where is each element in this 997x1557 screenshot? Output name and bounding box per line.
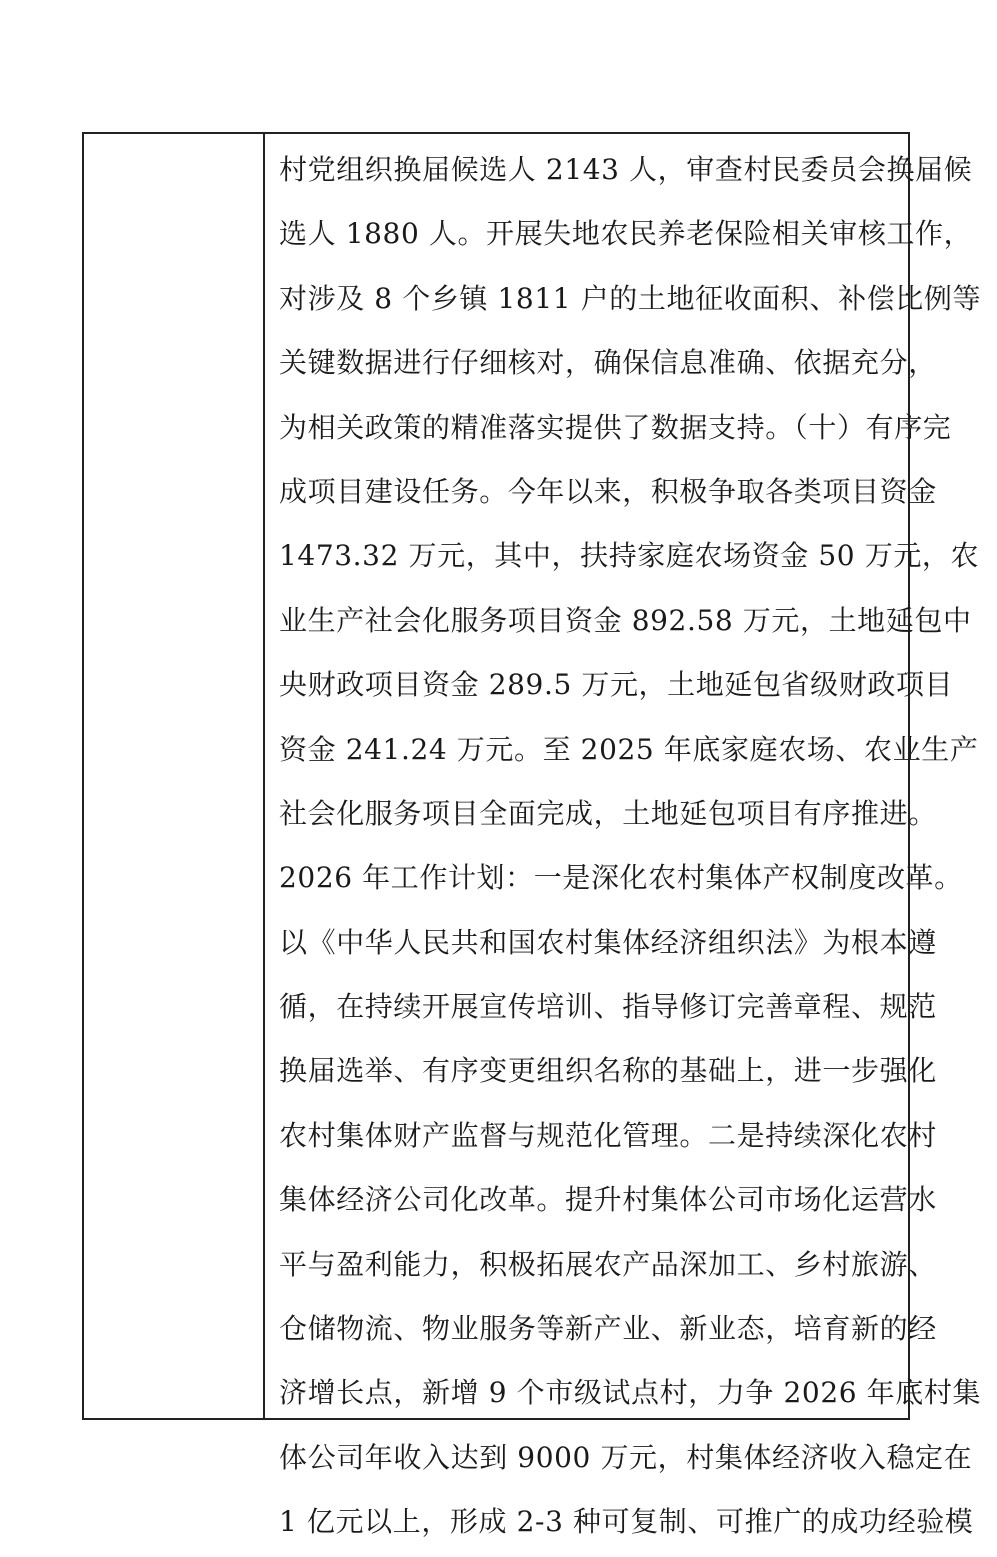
text-line: 换届选举、有序变更组织名称的基础上，进一步强化: [279, 1054, 937, 1088]
text-line: 体公司年收入达到 9000 万元，村集体经济收入稳定在: [279, 1440, 973, 1474]
text-line: 关键数据进行仔细核对，确保信息准确、依据充分，: [279, 346, 937, 380]
text-line: 以《中华人民共和国农村集体经济组织法》为根本遵: [279, 925, 937, 959]
text-line: 1473.32 万元，其中，扶持家庭农场资金 50 万元，农: [279, 539, 980, 573]
text-line: 资金 241.24 万元。至 2025 年底家庭农场、农业生产: [279, 732, 979, 766]
text-line: 平与盈利能力，积极拓展农产品深加工、乡村旅游、: [279, 1247, 937, 1281]
text-line: 农村集体财产监督与规范化管理。二是持续深化农村: [279, 1118, 937, 1152]
text-line: 1 亿元以上，形成 2-3 种可复制、可推广的成功经验模: [279, 1505, 974, 1539]
left-cell: [84, 134, 265, 1418]
text-line: 2026 年工作计划：一是深化农村集体产权制度改革。: [279, 861, 963, 895]
text-line: 循，在持续开展宣传培训、指导修订完善章程、规范: [279, 990, 937, 1024]
text-line: 集体经济公司化改革。提升村集体公司市场化运营水: [279, 1183, 937, 1217]
text-line: 社会化服务项目全面完成，土地延包项目有序推进。: [279, 796, 937, 830]
text-line: 仓储物流、物业服务等新产业、新业态，培育新的经: [279, 1312, 937, 1346]
table-frame: [82, 132, 982, 1539]
text-line: 对涉及 8 个乡镇 1811 户的土地征收面积、补偿比例等: [279, 281, 982, 315]
content-cell: [265, 134, 982, 1539]
text-line: 央财政项目资金 289.5 万元，土地延包省级财政项目: [279, 668, 954, 702]
text-line: 选人 1880 人。开展失地农民养老保险相关审核工作，: [279, 217, 973, 251]
text-body: [279, 140, 982, 1557]
text-line: 为相关政策的精准落实提供了数据支持。（十）有序完: [279, 410, 952, 444]
text-line: 业生产社会化服务项目资金 892.58 万元，土地延包中: [279, 603, 972, 637]
text-line: 成项目建设任务。今年以来，积极争取各类项目资金: [279, 474, 937, 508]
text-line: 济增长点，新增 9 个市级试点村，力争 2026 年底村集: [279, 1376, 982, 1410]
text-line: 村党组织换届候选人 2143 人，审查村民委员会换届候: [279, 153, 973, 186]
